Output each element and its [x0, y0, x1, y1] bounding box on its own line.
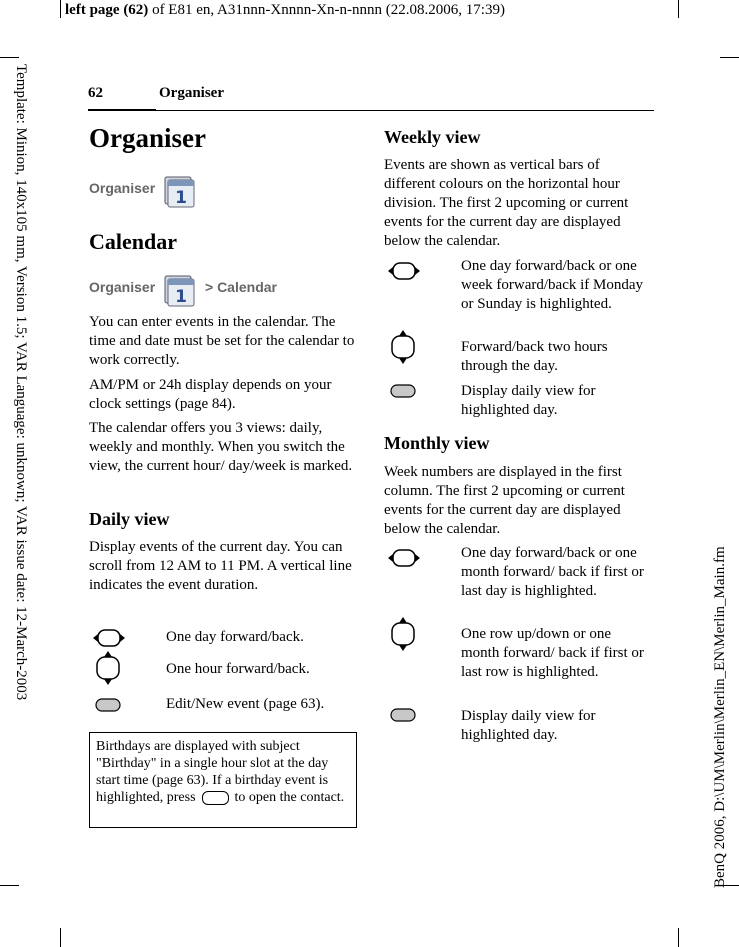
svg-text:1: 1	[175, 287, 187, 307]
menu-path-organiser: Organiser	[89, 180, 156, 196]
file-path-text: BenQ 2006, D:\UM\Merlin\Merlin_EN\Merlin_Main.fm	[712, 546, 728, 888]
template-info-text: Template: Minion, 140x105 mm, Version 1.5; VAR Language: unknown; VAR issue date: 12-March-2003	[13, 64, 29, 701]
weekly-key-2-text: Forward/back two hours through the day.	[461, 339, 608, 374]
crop-mark	[678, 0, 679, 18]
center-key-icon	[95, 697, 121, 713]
calendar-ampm: AM/PM or 24h display depends on your clock settings (page 84).	[89, 377, 332, 412]
running-title: Organiser	[159, 85, 224, 101]
crop-mark	[0, 57, 19, 58]
calendar-heading: Calendar	[89, 229, 177, 254]
navigation-left-right-icon	[387, 547, 421, 569]
navigation-left-right-icon	[92, 627, 126, 649]
print-header-info: of E81 en, A31nnn-Xnnnn-Xn-n-nnnn (22.08.2006, 17:39)	[148, 2, 505, 18]
center-key-icon	[202, 791, 229, 805]
calendar-1-icon	[162, 271, 198, 307]
navigation-up-down-icon	[389, 616, 417, 652]
center-key-icon	[390, 707, 416, 723]
navigation-up-down-icon	[389, 329, 417, 365]
birthday-note-text-end: to open the contact.	[234, 790, 345, 805]
file-path-info	[712, 500, 732, 890]
daily-view-text: Display events of the current day. You can scroll from 12 AM to 11 PM. A vertical line indicates the event duration.	[89, 539, 352, 593]
crop-mark	[720, 57, 739, 58]
page-title: Organiser	[89, 123, 206, 153]
calendar-intro: You can enter events in the calendar. The time and date must be set for the calendar to work correctly.	[89, 314, 355, 368]
daily-key-3-text: Edit/New event (page 63).	[166, 696, 325, 712]
monthly-key-2-text: One row up/down or one month forward/ back if first or last row is highlighted.	[461, 626, 644, 680]
print-header	[65, 2, 505, 19]
birthday-note-text: Birthdays are displayed with subject "Birthday" in a single hour slot at the day start time (page 63). If a birthday event is highlighted, press	[96, 739, 329, 805]
crop-mark	[678, 928, 679, 947]
svg-text:1: 1	[175, 188, 187, 208]
crop-mark	[0, 885, 19, 886]
daily-view-heading: Daily view	[89, 509, 170, 529]
birthday-note	[89, 732, 357, 828]
navigation-left-right-icon	[387, 260, 421, 282]
crop-mark	[60, 0, 61, 18]
center-key-icon	[390, 383, 416, 399]
menu-path-calendar: > Calendar	[205, 279, 277, 295]
page-number: 62	[88, 85, 103, 101]
crop-mark	[60, 928, 61, 947]
calendar-views: The calendar offers you 3 views: daily, weekly and monthly. When you switch the view, the current hour/ day/week is marked.	[89, 420, 353, 474]
monthly-view-heading: Monthly view	[384, 433, 490, 453]
navigation-up-down-icon	[94, 650, 122, 686]
daily-key-2-text: One hour forward/back.	[166, 661, 310, 677]
header-rule	[88, 110, 654, 111]
template-info	[9, 64, 29, 764]
calendar-1-icon	[162, 172, 198, 208]
monthly-key-1-text: One day forward/back or one month forward/ back if first or last day is highlighted.	[461, 545, 644, 599]
monthly-view-text: Week numbers are displayed in the first column. The first 2 upcoming or current events for the current day are displayed below the calendar.	[384, 464, 625, 537]
weekly-key-3-text: Display daily view for highlighted day.	[461, 383, 596, 418]
daily-key-1-text: One day forward/back.	[166, 629, 304, 645]
weekly-key-1-text: One day forward/back or one week forward/back if Monday or Sunday is highlighted.	[461, 258, 644, 312]
monthly-key-3-text: Display daily view for highlighted day.	[461, 708, 596, 743]
menu-path-organiser-2: Organiser	[89, 279, 156, 295]
print-header-page: left page (62)	[65, 2, 149, 18]
weekly-view-text: Events are shown as vertical bars of different colours on the horizontal hour division. The first 2 upcoming or current events for the current day are displayed below the calendar.	[384, 157, 629, 249]
weekly-view-heading: Weekly view	[384, 127, 481, 147]
